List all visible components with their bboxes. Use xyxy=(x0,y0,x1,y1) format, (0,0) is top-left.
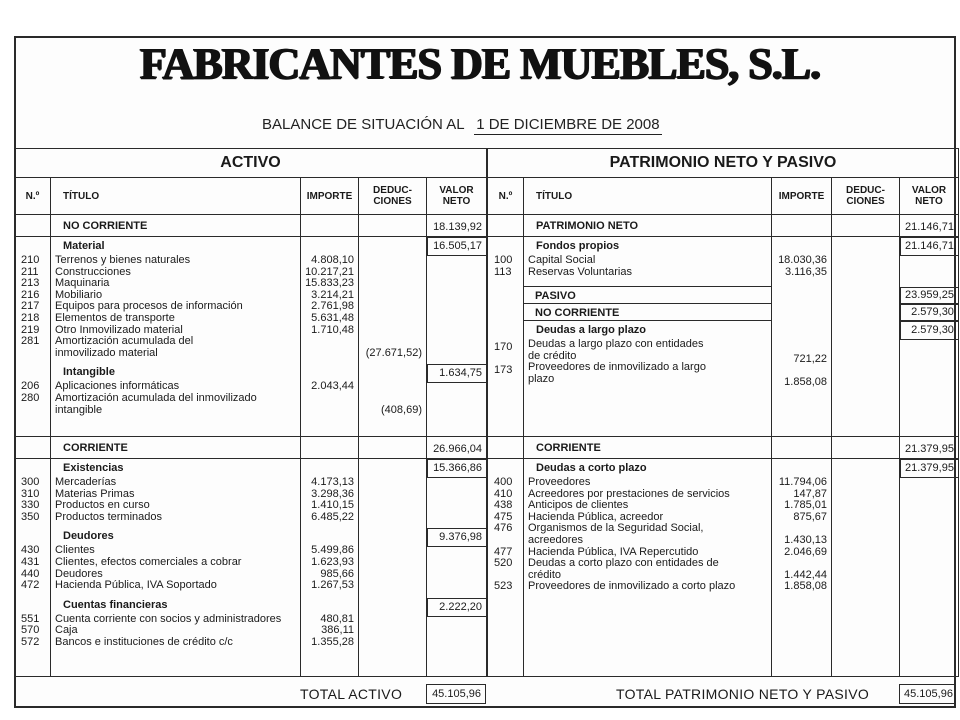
account-importe: 2.761,98 xyxy=(311,300,354,313)
group-value: 21.379,95 xyxy=(900,459,958,478)
value-no-corriente-pasivo: 2.579,30 xyxy=(900,304,958,321)
account-code: 170 xyxy=(494,341,513,354)
account-title: Bancos e instituciones de crédito c/c xyxy=(55,635,233,648)
account-deduccion xyxy=(359,489,422,501)
activo-title: ACTIVO xyxy=(15,149,487,178)
account-importe: 5.631,48 xyxy=(311,311,354,324)
account-title: intangible xyxy=(55,403,103,416)
account-title: Organismos de la Seguridad Social, xyxy=(528,522,704,535)
account-code: 213 xyxy=(21,277,40,290)
account-title: crédito xyxy=(528,568,562,581)
titles-pasivo-corriente xyxy=(524,459,772,677)
account-code: 216 xyxy=(21,288,40,301)
account-deduccion xyxy=(359,301,422,313)
row-corriente: CORRIENTE xyxy=(51,437,301,459)
account-title: Otro Inmovilizado material xyxy=(55,323,183,336)
account-importe: 875,67 xyxy=(793,510,827,523)
account-importe: 3.298,36 xyxy=(311,487,354,500)
row-corriente-pasivo: CORRIENTE xyxy=(524,437,772,459)
titles-no-corriente xyxy=(51,237,301,437)
account-importe: 18.030,36 xyxy=(778,254,827,266)
value-no-corriente: 18.139,92 xyxy=(427,215,487,237)
account-deduccion xyxy=(359,569,422,581)
account-code: 476 xyxy=(494,522,513,535)
account-deduccion xyxy=(832,558,899,570)
account-importe: 11.794,06 xyxy=(778,476,827,488)
account-importe: 3.116,35 xyxy=(784,265,827,278)
group-label: Existencias xyxy=(63,462,124,474)
account-deduccion xyxy=(832,365,899,377)
account-importe: 1.858,08 xyxy=(784,375,827,388)
account-title: de crédito xyxy=(528,349,577,362)
account-importe: 5.499,86 xyxy=(311,544,354,557)
account-importe: 480,81 xyxy=(320,612,354,625)
account-code: 219 xyxy=(21,323,40,336)
account-deduccion: (408,69) xyxy=(381,403,422,416)
account-title: Hacienda Pública, IVA Repercutido xyxy=(528,545,699,558)
row-patrimonio-neto: PATRIMONIO NETO xyxy=(524,215,772,237)
col-importe: IMPORTE xyxy=(301,178,359,215)
account-title: Proveedores de inmovilizado a largo xyxy=(528,361,706,374)
activo-table xyxy=(14,148,487,677)
group-value: 9.376,98 xyxy=(427,528,486,547)
account-deduccion xyxy=(359,625,422,637)
account-code xyxy=(488,535,523,547)
account-code: 570 xyxy=(21,624,40,637)
account-title: Amortización acumulada del xyxy=(55,335,194,348)
account-code: 572 xyxy=(21,635,40,648)
account-title: Aplicaciones informáticas xyxy=(55,380,180,393)
account-deduccion xyxy=(832,535,899,547)
total-activo-value: 45.105,96 xyxy=(426,684,486,704)
valores-pasivo-corriente xyxy=(900,459,959,677)
account-code: 210 xyxy=(21,254,40,266)
account-code: 477 xyxy=(494,545,513,558)
account-deduccion xyxy=(359,393,422,405)
account-importe: 1.355,28 xyxy=(311,635,354,648)
account-title: Mercaderías xyxy=(55,476,117,488)
col-deducciones: DEDUC- CIONES xyxy=(359,178,427,215)
report-date: 1 DE DICIEMBRE DE 2008 xyxy=(476,116,660,133)
account-code xyxy=(15,348,50,360)
account-code: 300 xyxy=(21,476,40,488)
account-code: 431 xyxy=(21,555,40,568)
report-subtitle xyxy=(262,116,662,135)
account-deduccion xyxy=(832,342,899,354)
value-corriente: 26.966,04 xyxy=(427,437,487,459)
account-deduccion xyxy=(359,267,422,279)
account-importe: 1.267,53 xyxy=(311,579,354,592)
account-deduccion xyxy=(359,290,422,302)
deducciones-corriente xyxy=(359,459,427,677)
account-code: 410 xyxy=(494,487,513,500)
account-code: 350 xyxy=(21,510,40,523)
codes-pasivo-corriente xyxy=(488,459,524,677)
account-deduccion xyxy=(359,336,422,348)
account-title: Deudas a corto plazo con entidades de xyxy=(528,557,719,570)
account-title: Reservas Voluntarias xyxy=(528,265,632,278)
account-importe: 147,87 xyxy=(793,487,827,500)
deducciones-pasivo-corriente xyxy=(832,459,900,677)
account-deduccion xyxy=(832,570,899,582)
account-deduccion xyxy=(359,614,422,626)
account-title: Deudas a largo plazo con entidades xyxy=(528,338,704,351)
account-deduccion xyxy=(832,500,899,512)
titles-corriente xyxy=(51,459,301,677)
account-code: 472 xyxy=(21,579,40,592)
account-importe: 721,22 xyxy=(793,352,827,365)
account-title: Equipos para procesos de información xyxy=(55,300,243,313)
account-title: Mobiliario xyxy=(55,288,103,301)
col-importe: IMPORTE xyxy=(772,178,832,215)
account-importe xyxy=(301,405,354,417)
account-title: Proveedores de inmovilizado a corto plazo xyxy=(528,580,736,593)
account-deduccion xyxy=(832,354,899,366)
col-deducciones: DEDUC- CIONES xyxy=(832,178,900,215)
account-importe: 1.858,08 xyxy=(784,580,827,593)
account-code: 430 xyxy=(21,544,40,557)
account-code: 440 xyxy=(21,567,40,580)
account-code: 520 xyxy=(494,557,513,570)
account-deduccion xyxy=(832,477,899,489)
group-value: 1.634,75 xyxy=(427,364,486,383)
account-importe: 1.710,48 xyxy=(311,323,354,336)
account-importe: 4.808,10 xyxy=(311,254,354,266)
account-code: 113 xyxy=(494,265,512,278)
account-code: 400 xyxy=(494,476,513,488)
account-deduccion xyxy=(359,500,422,512)
codes-pasivo-top xyxy=(488,237,524,437)
account-title: Productos en curso xyxy=(55,499,150,512)
group-label: Deudas a corto plazo xyxy=(536,462,647,474)
account-importe: 1.430,13 xyxy=(784,533,827,546)
total-activo-label: TOTAL ACTIVO xyxy=(300,686,403,702)
account-title: Maquinaria xyxy=(55,277,110,290)
importes-pasivo-top xyxy=(772,237,832,437)
row-no-corriente-pasivo: NO CORRIENTE xyxy=(523,304,771,321)
deducciones-no-corriente xyxy=(359,237,427,437)
account-code: 100 xyxy=(494,254,513,266)
account-deduccion xyxy=(832,267,899,279)
total-pasivo-label: TOTAL PATRIMONIO NETO Y PASIVO xyxy=(616,686,870,702)
account-code xyxy=(488,377,523,389)
account-code: 281 xyxy=(21,335,40,348)
account-importe xyxy=(301,393,354,405)
account-importe xyxy=(301,348,354,360)
account-importe: 1.785,01 xyxy=(784,499,827,512)
deducciones-pasivo-top xyxy=(832,237,900,437)
valores-no-corriente xyxy=(427,237,487,437)
account-title: Clientes, efectos comerciales a cobrar xyxy=(55,555,242,568)
col-valor-neto: VALOR NETO xyxy=(900,178,959,215)
account-deduccion xyxy=(359,255,422,267)
account-importe xyxy=(301,336,354,348)
account-deduccion xyxy=(832,489,899,501)
account-deduccion xyxy=(832,512,899,524)
account-importe: 985,66 xyxy=(320,567,354,580)
account-code xyxy=(15,405,50,417)
account-deduccion xyxy=(359,512,422,524)
account-importe: 386,11 xyxy=(321,624,354,637)
account-deduccion xyxy=(359,313,422,325)
account-code: 206 xyxy=(21,380,40,393)
value-pasivo: 23.959,25 xyxy=(900,287,958,304)
account-deduccion xyxy=(359,637,422,649)
account-deduccion xyxy=(832,581,899,593)
account-deduccion xyxy=(832,255,899,267)
account-importe xyxy=(772,558,827,570)
account-importe: 15.833,23 xyxy=(305,277,354,290)
account-title: Hacienda Pública, IVA Soportado xyxy=(55,579,217,592)
account-deduccion xyxy=(359,557,422,569)
account-title: Elementos de transporte xyxy=(55,311,175,324)
group-value: 16.505,17 xyxy=(427,237,486,256)
account-code: 330 xyxy=(21,499,40,512)
importes-corriente xyxy=(301,459,359,677)
account-title: Amortización acumulada del inmovilizado xyxy=(55,391,257,404)
account-title: Capital Social xyxy=(528,254,596,266)
col-num: N.º xyxy=(488,178,524,215)
col-titulo: TÍTULO xyxy=(51,178,301,215)
account-importe: 10.217,21 xyxy=(305,265,354,278)
group-label: Intangible xyxy=(63,366,115,379)
account-deduccion xyxy=(359,545,422,557)
account-importe: 4.173,13 xyxy=(311,476,354,488)
value-corriente-pasivo: 21.379,95 xyxy=(900,437,959,459)
group-label: Deudas a largo plazo xyxy=(536,324,647,337)
account-title: Anticipos de clientes xyxy=(528,499,629,512)
row-pasivo: PASIVO xyxy=(523,286,771,304)
pasivo-table xyxy=(487,148,959,677)
group-label: Cuentas financieras xyxy=(63,598,168,611)
account-deduccion xyxy=(359,381,422,393)
group-label: Fondos propios xyxy=(536,240,620,252)
account-deduccion xyxy=(359,580,422,592)
account-code: 475 xyxy=(494,510,513,523)
account-importe: 2.046,69 xyxy=(784,545,827,558)
account-deduccion: (27.671,52) xyxy=(365,346,422,359)
account-code: 217 xyxy=(21,300,40,313)
group-value: 2.579,30 xyxy=(900,321,958,340)
account-code: 218 xyxy=(21,311,40,324)
account-code: 551 xyxy=(21,612,40,625)
account-code: 310 xyxy=(21,487,40,500)
importes-no-corriente xyxy=(301,237,359,437)
group-value: 15.366,86 xyxy=(427,459,486,478)
account-title: acreedores xyxy=(528,533,584,546)
account-title: Acreedores por prestaciones de servicios xyxy=(528,487,730,500)
account-title: Deudores xyxy=(55,567,103,580)
account-importe: 6.485,22 xyxy=(311,510,354,523)
account-importe: 1.442,44 xyxy=(784,568,827,581)
account-code: 173 xyxy=(494,364,513,377)
account-title: Caja xyxy=(55,624,78,637)
account-importe: 2.043,44 xyxy=(311,380,354,393)
value-patrimonio-neto: 21.146,71 xyxy=(900,215,959,237)
account-deduccion xyxy=(359,278,422,290)
account-code: 280 xyxy=(21,391,40,404)
row-no-corriente: NO CORRIENTE xyxy=(51,215,301,237)
total-pasivo-value: 45.105,96 xyxy=(899,684,955,704)
account-code: 211 xyxy=(21,265,39,278)
account-code: 523 xyxy=(494,580,513,593)
titles-pasivo-top xyxy=(524,237,772,437)
pasivo-title: PATRIMONIO NETO Y PASIVO xyxy=(488,149,959,178)
codes-no-corriente xyxy=(15,237,51,437)
account-title: inmovilizado material xyxy=(55,346,158,359)
account-deduccion xyxy=(832,377,899,389)
account-deduccion xyxy=(832,547,899,559)
account-title: Materias Primas xyxy=(55,487,135,500)
group-value: 21.146,71 xyxy=(900,237,958,256)
account-title: Clientes xyxy=(55,544,95,557)
account-deduccion xyxy=(359,325,422,337)
col-num: N.º xyxy=(15,178,51,215)
group-label: Deudores xyxy=(63,530,114,543)
account-code: 438 xyxy=(494,499,513,512)
valores-corriente xyxy=(427,459,487,677)
subtitle-text: BALANCE DE SITUACIÓN AL xyxy=(262,116,465,133)
group-label: Material xyxy=(63,240,105,252)
codes-corriente xyxy=(15,459,51,677)
group-value: 2.222,20 xyxy=(427,598,486,617)
account-importe: 1.623,93 xyxy=(311,555,354,568)
account-title: Productos terminados xyxy=(55,510,162,523)
valores-pasivo-top xyxy=(900,237,959,437)
account-title: Hacienda Pública, acreedor xyxy=(528,510,664,523)
account-title: plazo xyxy=(528,372,555,385)
account-importe: 1.410,15 xyxy=(311,499,354,512)
account-importe: 3.214,21 xyxy=(311,288,354,301)
account-title: Construcciones xyxy=(55,265,131,278)
col-titulo: TÍTULO xyxy=(524,178,772,215)
account-title: Cuenta corriente con socios y administradores xyxy=(55,612,282,625)
col-valor-neto: VALOR NETO xyxy=(427,178,487,215)
account-title: Terrenos y bienes naturales xyxy=(55,254,191,266)
account-deduccion xyxy=(359,477,422,489)
importes-pasivo-corriente xyxy=(772,459,832,677)
account-title: Proveedores xyxy=(528,476,591,488)
company-name: FABRICANTES DE MUEBLES, S.L. xyxy=(139,39,821,88)
account-deduccion xyxy=(832,523,899,535)
